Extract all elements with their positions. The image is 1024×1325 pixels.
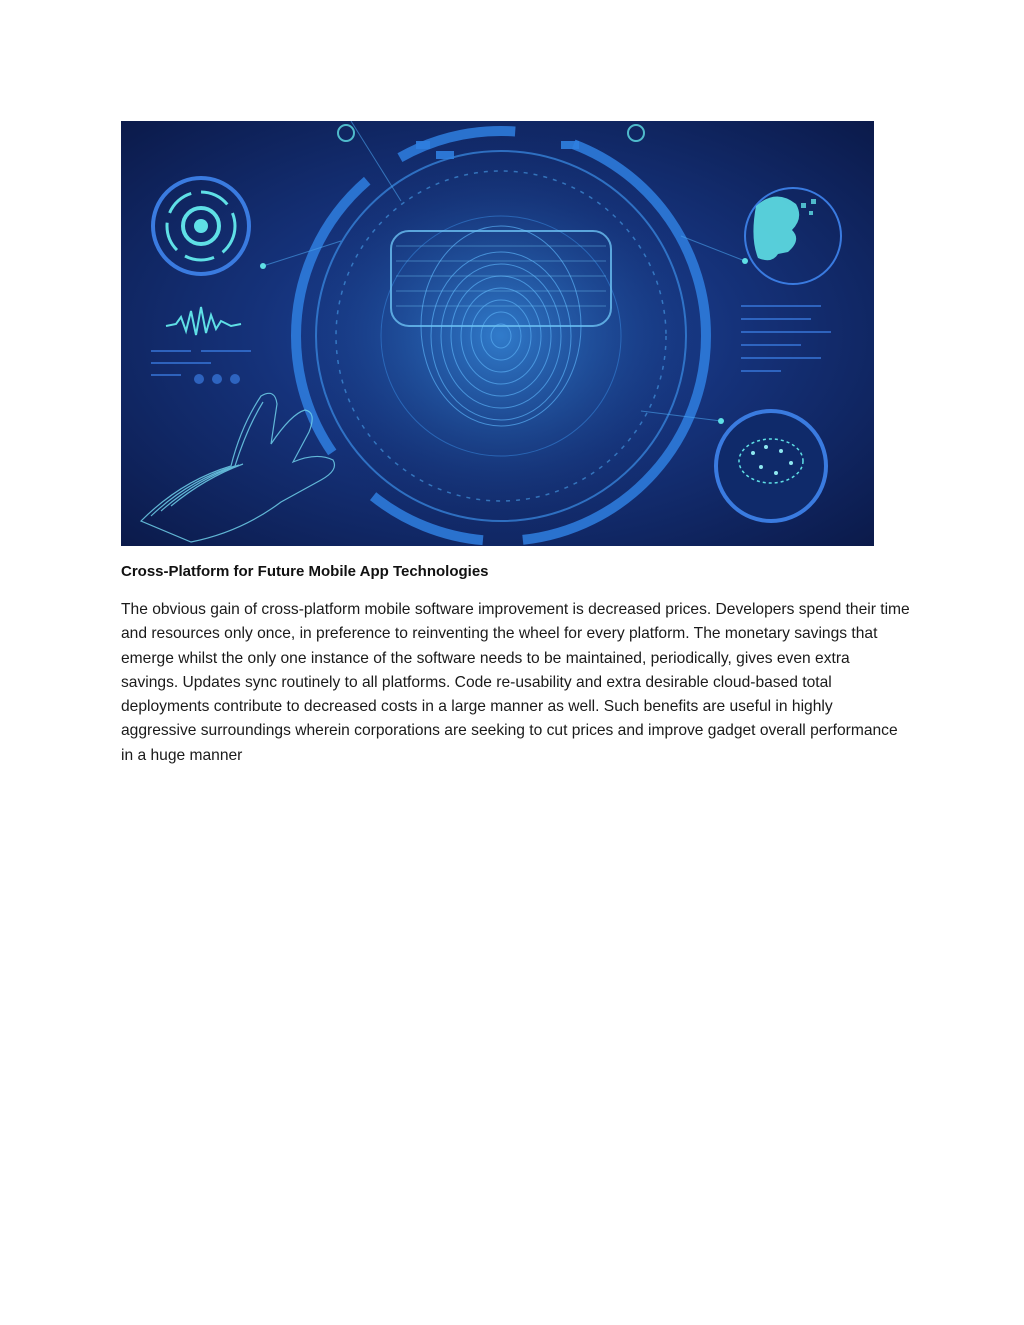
eye-dial <box>153 178 249 274</box>
article-heading: Cross-Platform for Future Mobile App Technologies <box>121 563 489 580</box>
vr-technology-graphic <box>121 121 874 546</box>
hero-illustration <box>121 121 874 546</box>
brain-bubble <box>716 411 826 521</box>
head-profile-bubble <box>745 188 841 284</box>
article-body: The obvious gain of cross-platform mobile software improvement is decreased prices. Developers spend their time and resources only once, in preference to reinventing the wheel for every platform. The monetary savings that emerge whilst the only one instance of the software needs to be maintained, periodically, gives even extra savings. Updates sync routinely to all platforms. Code re-usability and extra desirable cloud-based total deployments contribute to decreased costs in a large manner as well. Such benefits are useful in highly aggressive surroundings wherein corporations are seeking to cut prices and improve gadget overall performance in a huge manner <box>121 601 910 764</box>
reaching-hand <box>141 393 335 542</box>
sound-wave <box>166 307 241 335</box>
